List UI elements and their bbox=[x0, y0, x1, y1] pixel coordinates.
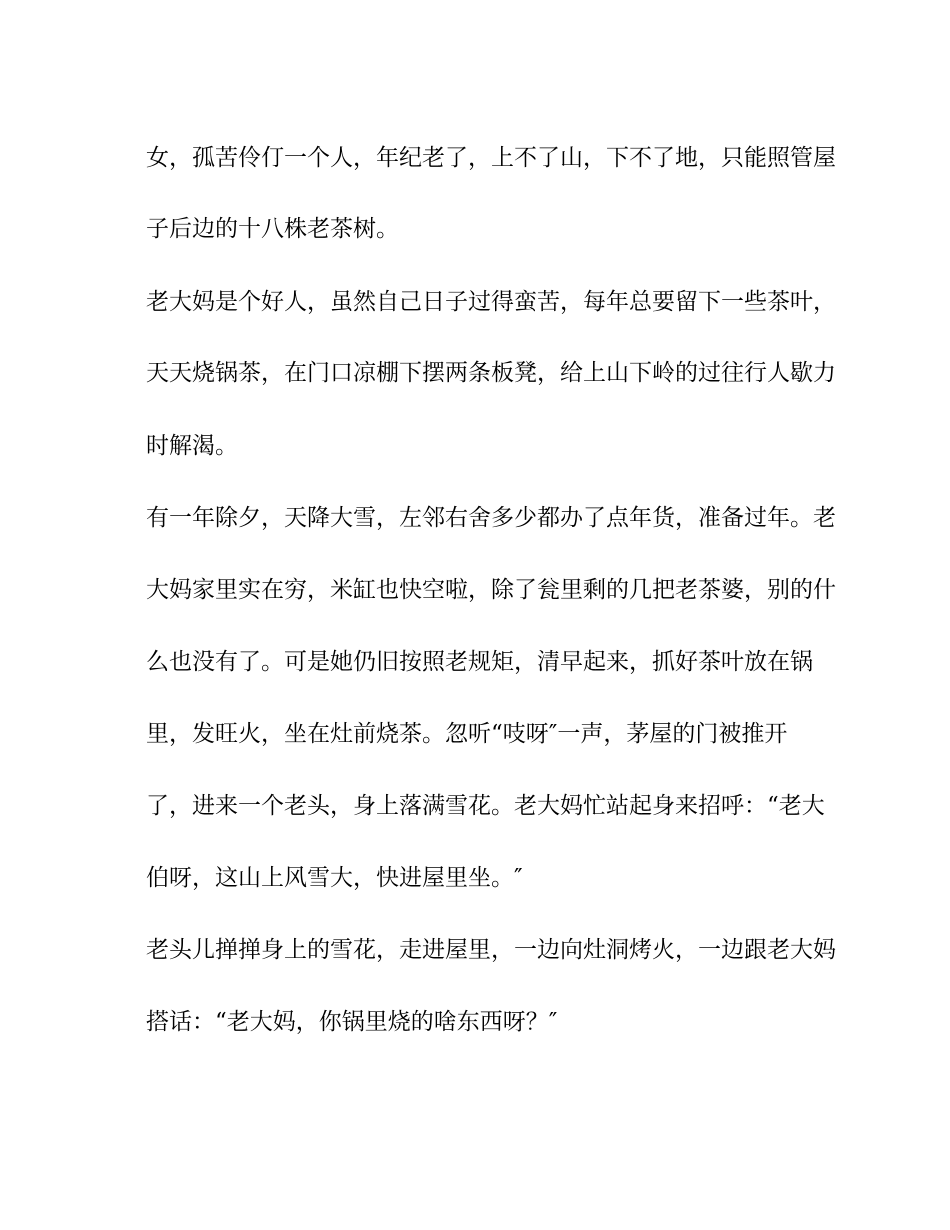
text-line: 老头儿掸掸身上的雪花，走进屋里，一边向灶洞烤火，一边跟老大妈 bbox=[146, 937, 836, 963]
text-line: 女，孤苦伶仃一个人，年纪老了，上不了山，下不了地，只能照管屋 bbox=[146, 145, 836, 171]
text-line: 老大妈是个好人，虽然自己日子过得蛮苦，每年总要留下一些茶叶， bbox=[146, 289, 836, 315]
text-line: 大妈家里实在穷，米缸也快空啦，除了瓮里剩的几把老茶婆，别的什 bbox=[146, 577, 836, 603]
text-line: 么也没有了。可是她仍旧按照老规矩，清早起来，抓好茶叶放在锅 bbox=[146, 649, 813, 675]
text-line: 子后边的十八株老茶树。 bbox=[146, 216, 399, 242]
text-line: 天天烧锅茶，在门口凉棚下摆两条板凳，给上山下岭的过往行人歇力 bbox=[146, 360, 836, 386]
text-line: 里，发旺火，坐在灶前烧茶。忽听“吱呀″一声，茅屋的门被推开 bbox=[146, 721, 788, 747]
text-line: 伯呀，这山上风雪大，快进屋里坐。″ bbox=[146, 865, 523, 891]
text-line: 时解渴。 bbox=[146, 433, 238, 459]
text-line: 了，进来一个老头，身上落满雪花。老大妈忙站起身来招呼：“老大 bbox=[146, 793, 825, 819]
text-line: 有一年除夕，天降大雪，左邻右舍多少都办了点年货，准备过年。老 bbox=[146, 505, 836, 531]
text-line: 搭话：“老大妈，你锅里烧的啥东西呀？″ bbox=[146, 1009, 558, 1035]
